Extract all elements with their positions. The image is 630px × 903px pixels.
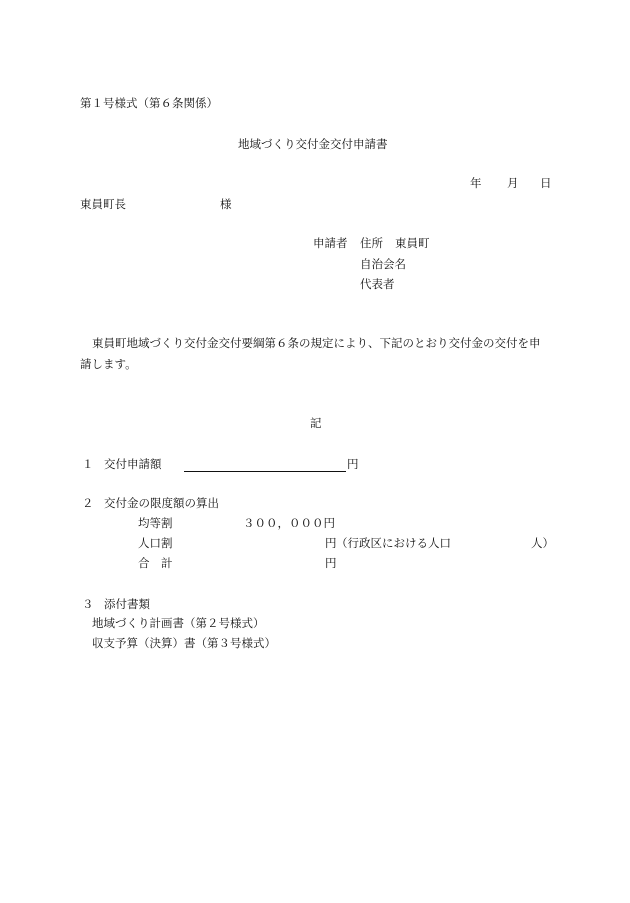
- ki-heading: 記: [310, 416, 322, 430]
- applicant-org-label: 自治会名: [360, 257, 406, 271]
- population-note: （行政区における人口: [336, 536, 451, 550]
- date-day-label: 日: [540, 176, 552, 190]
- document-title: 地域づくり交付金交付申請書: [238, 137, 388, 151]
- application-amount-underline: [184, 471, 346, 472]
- body-text-line-2: 請します。: [80, 357, 137, 371]
- form-number-label: 第１号様式（第６条関係）: [80, 96, 218, 110]
- equal-share-label: 均等割: [138, 516, 173, 530]
- population-share-unit: 円: [325, 536, 337, 550]
- body-text-line-1: 東員町地域づくり交付金交付要綱第６条の規定により、下記のとおり交付金の交付を申: [92, 336, 541, 350]
- total-unit: 円: [325, 556, 337, 570]
- item-3-label: 添付書類: [104, 597, 150, 611]
- applicant-address-value: 東員町: [395, 236, 430, 250]
- addressee-honorific: 様: [220, 197, 232, 211]
- addressee-name: 東員町長: [80, 197, 126, 211]
- population-note-end: 人）: [531, 536, 554, 550]
- applicant-address-label: 住所: [360, 236, 383, 250]
- applicant-label: 申請者: [313, 236, 348, 250]
- item-1-label: 交付申請額: [104, 457, 162, 471]
- total-label: 合 計: [138, 556, 173, 570]
- population-share-label: 人口割: [138, 536, 173, 550]
- date-year-label: 年: [470, 176, 482, 190]
- applicant-rep-label: 代表者: [360, 277, 395, 291]
- item-2-number: ２: [82, 496, 94, 510]
- item-2-label: 交付金の限度額の算出: [104, 496, 219, 510]
- attached-doc-2: 収支予算（決算）書（第３号様式）: [92, 636, 276, 650]
- item-3-number: ３: [82, 597, 94, 611]
- equal-share-value: ３００，０００円: [243, 516, 335, 530]
- item-1-number: １: [82, 457, 94, 471]
- item-1-unit: 円: [347, 457, 359, 471]
- date-month-label: 月: [507, 176, 519, 190]
- attached-doc-1: 地域づくり計画書（第２号様式）: [92, 616, 265, 630]
